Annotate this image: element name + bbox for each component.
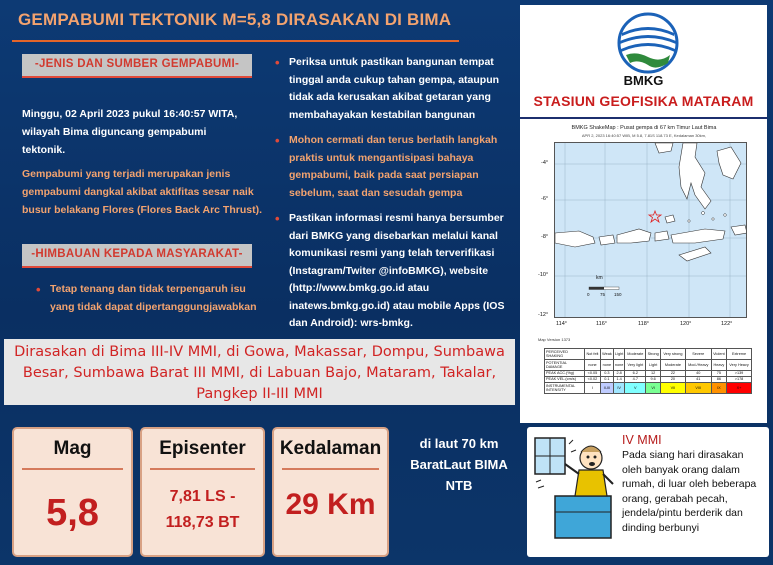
section-label-source: -JENIS DAN SUMBER GEMPABUMI- (22, 54, 252, 78)
legend-cell: Extreme (727, 349, 752, 360)
legend-cell: none (585, 359, 601, 370)
scale-value: 150 (614, 292, 622, 297)
legend-cell: Very strong (661, 349, 686, 360)
depth-value: 29 Km (285, 487, 376, 521)
legend-row-label: PERCEIVED SHAKING (545, 349, 585, 360)
magnitude-value: 5,8 (46, 491, 99, 534)
legend-color-cell: VIII (685, 383, 711, 394)
legend-cell: 4.7 (625, 376, 646, 382)
legend-cell: <0.02 (585, 376, 601, 382)
epicenter-card (140, 427, 265, 557)
legend-cell: 22 (661, 370, 686, 376)
legend-cell: Very light (625, 359, 646, 370)
station-name: STASIUN GEOFISIKA MATARAM (533, 93, 754, 109)
lat-tick: -12° (538, 312, 549, 318)
section-label-advice: -HIMBAUAN KEPADA MASYARAKAT- (22, 244, 252, 268)
event-description: Minggu, 02 April 2023 pukul 16:40:57 WITA, wilayah Bima diguncang gempabumi tektonik. (22, 108, 238, 156)
legend-cell: Moderate (661, 359, 686, 370)
legend-color-cell: II-III (600, 383, 613, 394)
shakemap (534, 125, 754, 417)
legend-cell: Weak (600, 349, 613, 360)
mmi-title: IV MMI (622, 433, 662, 447)
legend-row-label: PEAK ACC.(%g) (545, 370, 585, 376)
legend-cell: Mod./Heavy (685, 359, 711, 370)
lat-tick: -6° (541, 196, 549, 202)
advice-item-4: • Pastikan informasi resmi hanya bersumber dari BMKG yang disebarkan melalui kanal komunikasi resmi yang telah terverifikasi (Instagram/Twiter @infoBMKG), website (http://www.bmkg.go.id atau inatews.bmkg.go.id) atau mobile Apps (IOS dan Android): wrs-bmkg. (289, 210, 517, 333)
legend-cell: none (600, 359, 613, 370)
lat-tick: -4° (541, 160, 549, 166)
epicenter-label: Episenter (159, 438, 246, 459)
legend-row-label: INSTRUMENTAL INTENSITY (545, 383, 585, 394)
legend-color-cell: IV (613, 383, 625, 394)
legend-cell: Violent (711, 349, 726, 360)
legend-cell: 75 (711, 370, 726, 376)
legend-row (545, 359, 752, 370)
card-divider (282, 468, 379, 470)
legend-cell: >178 (727, 376, 752, 382)
card-divider (150, 468, 255, 470)
legend-cell: Light (613, 349, 625, 360)
legend-color-cell: X+ (727, 383, 752, 394)
scale-value: 75 (600, 292, 606, 297)
shakemap-area (554, 142, 747, 318)
epicenter-value (142, 484, 263, 536)
legend-cell: none (613, 359, 625, 370)
legend-cell: 1.4 (613, 376, 625, 382)
page-title: GEMPABUMI TEKTONIK M=5,8 DIRASAKAN DI BIMA (18, 10, 452, 29)
legend-cell: Heavy (711, 359, 726, 370)
magnitude-card (12, 427, 133, 557)
legend-row-label: POTENTIAL DAMAGE (545, 359, 585, 370)
legend-cell: 12 (646, 370, 661, 376)
advice-item-1: • Tetap tenang dan tidak terpengaruh isu yang tidak dapat dipertanggungjawabkan (50, 281, 260, 316)
legend-cell: 6.2 (625, 370, 646, 376)
legend-cell: 0.3 (600, 370, 613, 376)
legend-row-label: PEAK VEL.(cm/s) (545, 376, 585, 382)
shakemap-title: BMKG ShakeMap : Pusat gempa di 67 km Timur Laut Bima (571, 125, 717, 131)
legend-row (545, 349, 752, 360)
lon-tick: 116° (596, 321, 607, 327)
legend-cell: 0.1 (600, 376, 613, 382)
legend-color-cell: I (585, 383, 601, 394)
legend-cell: 20 (661, 376, 686, 382)
scale-unit: km (596, 275, 603, 281)
bmkg-wordmark: BMKG (623, 73, 664, 88)
legend-cell: 86 (711, 376, 726, 382)
legend-row-intensity (545, 383, 752, 394)
advice-item-3: • Mohon cermati dan terus berlatih langkah praktis untuk mengantisipasi bahaya gempabumi, baik pada saat persiapan sebelum, saat dan sesudah gempa (289, 132, 519, 202)
depth-label: Kedalaman (279, 438, 382, 459)
depth-card (272, 427, 389, 557)
legend-color-cell: IX (711, 383, 726, 394)
legend-cell: 9.6 (646, 376, 661, 382)
lon-tick: 120° (680, 321, 692, 327)
station-divider (520, 117, 767, 119)
location-text: di laut 70 km BaratLaut BIMA NTB (410, 436, 508, 493)
legend-cell: <0.05 (585, 370, 601, 376)
intensity-legend (544, 348, 752, 394)
legend-cell: Light (646, 359, 661, 370)
location-card (397, 427, 521, 557)
cause-description: Gempabumi yang terjadi merupakan jenis gempabumi dangkal akibat aktifitas sesar naik busur belakang Flores (Flores Back Arc Thrust). (22, 168, 263, 216)
legend-cell: Severe (685, 349, 711, 360)
legend-cell: >139 (727, 370, 752, 376)
legend-cell: 40 (685, 370, 711, 376)
map-version: Map Version 1373 (538, 337, 571, 342)
agency-panel (520, 5, 767, 423)
legend-cell: Strong (646, 349, 661, 360)
lon-tick: 114° (556, 321, 567, 327)
legend-color-cell: VI (646, 383, 661, 394)
mmi-description: Pada siang hari dirasakan oleh banyak orang dalam rumah, di luar oleh beberapa orang, gerabah pecah, jendela/pintu berderik dan dinding berbunyi (622, 449, 757, 534)
scale-bar (589, 287, 619, 290)
shakemap-landmass (555, 143, 747, 318)
legend-cell: 2.8 (613, 370, 625, 376)
felt-intensity-banner: Dirasakan di Bima III-IV MMI, di Gowa, Makassar, Dompu, Sumbawa Besar, Sumbawa Barat III MMI, di Labuan Bajo, Mataram, Takalar, Pangkep II-III MMI (4, 339, 515, 405)
shakemap-subtitle: APR 2, 2023 16:40:57 WIB, M 5.8, 7.81S 118.73 E, Kedalaman 30km, (581, 133, 707, 138)
epicenter-lon: 118,73 BT (165, 513, 240, 531)
mmi-card (527, 427, 769, 557)
legend-cell: Moderate (625, 349, 646, 360)
lon-tick: 122° (721, 321, 733, 327)
legend-cell: Very Heavy (727, 359, 752, 370)
card-divider (22, 468, 123, 470)
advice-item-2: • Periksa untuk pastikan bangunan tempat tinggal anda cukup tahan gempa, ataupun tidak ada kerusakan akibat getaran yang membahayakan kestabilan bangunan (289, 54, 517, 124)
scale-value: 0 (587, 292, 590, 297)
shaking-house-cartoon-icon (533, 434, 619, 544)
magnitude-label: Mag (53, 438, 92, 459)
lon-tick: 118° (638, 321, 649, 327)
epicenter-lat: 7,81 LS - (169, 487, 236, 505)
lat-tick: -8° (541, 234, 549, 240)
legend-cell: 41 (685, 376, 711, 382)
epicenter-star-icon (649, 211, 661, 222)
legend-color-cell: VII (661, 383, 686, 394)
legend-cell: Not felt (585, 349, 601, 360)
legend-color-cell: V (625, 383, 646, 394)
title-divider (12, 40, 459, 42)
lat-tick: -10° (538, 272, 549, 278)
